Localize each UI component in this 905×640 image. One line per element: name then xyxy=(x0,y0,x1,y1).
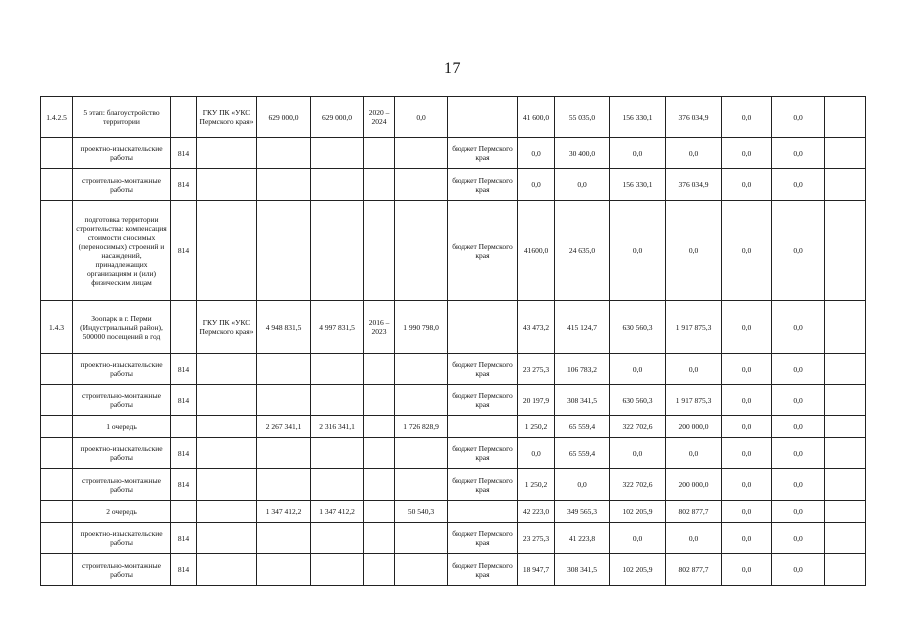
cell-value-2021: 156 330,1 xyxy=(610,97,666,138)
cell-cost-estimate: 1 347 412,2 xyxy=(257,501,311,523)
cell-code xyxy=(41,469,73,501)
cell-name: 5 этап: благоустройство территории xyxy=(73,97,171,138)
cell-cost-estimate xyxy=(257,554,311,586)
cell-name: проектно-изыскательские работы xyxy=(73,138,171,169)
budget-table xyxy=(40,96,866,586)
cell-cost-total xyxy=(311,469,364,501)
cell-years xyxy=(364,438,395,469)
cell-extra xyxy=(825,354,866,385)
cell-funded-before xyxy=(395,523,448,554)
cell-value-2021: 630 560,3 xyxy=(610,385,666,416)
cell-value-2022: 0,0 xyxy=(666,354,722,385)
cell-customer xyxy=(197,138,257,169)
cell-value-2024: 0,0 xyxy=(772,169,825,201)
cell-customer xyxy=(197,416,257,438)
cell-code xyxy=(41,438,73,469)
cell-extra xyxy=(825,501,866,523)
table-row xyxy=(41,201,866,301)
cell-value-2019: 23 275,3 xyxy=(518,354,555,385)
cell-value-2022: 1 917 875,3 xyxy=(666,301,722,354)
cell-funded-before xyxy=(395,138,448,169)
cell-gad: 814 xyxy=(171,354,197,385)
cell-value-2021: 0,0 xyxy=(610,438,666,469)
cell-funded-before: 1 726 828,9 xyxy=(395,416,448,438)
cell-funded-before: 50 540,3 xyxy=(395,501,448,523)
cell-source: бюджет Пермского края xyxy=(448,354,518,385)
cell-gad xyxy=(171,301,197,354)
cell-extra xyxy=(825,138,866,169)
cell-cost-estimate xyxy=(257,138,311,169)
cell-value-2019: 0,0 xyxy=(518,169,555,201)
cell-funded-before xyxy=(395,354,448,385)
cell-value-2020: 30 400,0 xyxy=(555,138,610,169)
table-body xyxy=(41,97,866,586)
cell-gad: 814 xyxy=(171,469,197,501)
cell-value-2020: 106 783,2 xyxy=(555,354,610,385)
cell-value-2022: 802 877,7 xyxy=(666,501,722,523)
cell-value-2021: 0,0 xyxy=(610,138,666,169)
cell-funded-before xyxy=(395,169,448,201)
cell-cost-estimate xyxy=(257,469,311,501)
cell-value-2020: 308 341,5 xyxy=(555,554,610,586)
cell-code xyxy=(41,523,73,554)
cell-gad: 814 xyxy=(171,554,197,586)
cell-value-2020: 0,0 xyxy=(555,169,610,201)
cell-code: 1.4.3 xyxy=(41,301,73,354)
table-row xyxy=(41,138,866,169)
cell-value-2019: 23 275,3 xyxy=(518,523,555,554)
cell-value-2023: 0,0 xyxy=(722,469,772,501)
cell-value-2024: 0,0 xyxy=(772,469,825,501)
cell-value-2024: 0,0 xyxy=(772,554,825,586)
cell-value-2022: 0,0 xyxy=(666,138,722,169)
cell-years xyxy=(364,554,395,586)
cell-value-2020: 41 223,8 xyxy=(555,523,610,554)
cell-gad xyxy=(171,97,197,138)
cell-name: проектно-изыскательские работы xyxy=(73,438,171,469)
cell-value-2020: 349 565,3 xyxy=(555,501,610,523)
cell-funded-before xyxy=(395,469,448,501)
cell-name: проектно-изыскательские работы xyxy=(73,354,171,385)
cell-name: 2 очередь xyxy=(73,501,171,523)
cell-source: бюджет Пермского края xyxy=(448,523,518,554)
cell-cost-total xyxy=(311,201,364,301)
cell-value-2023: 0,0 xyxy=(722,501,772,523)
table-row xyxy=(41,385,866,416)
cell-cost-estimate xyxy=(257,523,311,554)
cell-source: бюджет Пермского края xyxy=(448,169,518,201)
cell-value-2022: 1 917 875,3 xyxy=(666,385,722,416)
cell-cost-estimate xyxy=(257,354,311,385)
table-row xyxy=(41,97,866,138)
cell-value-2024: 0,0 xyxy=(772,97,825,138)
cell-cost-total: 2 316 341,1 xyxy=(311,416,364,438)
cell-value-2021: 0,0 xyxy=(610,201,666,301)
cell-value-2021: 630 560,3 xyxy=(610,301,666,354)
cell-gad: 814 xyxy=(171,138,197,169)
cell-funded-before xyxy=(395,201,448,301)
cell-cost-estimate: 4 948 831,5 xyxy=(257,301,311,354)
cell-value-2023: 0,0 xyxy=(722,354,772,385)
cell-value-2020: 24 635,0 xyxy=(555,201,610,301)
cell-value-2021: 0,0 xyxy=(610,354,666,385)
cell-value-2019: 41600,0 xyxy=(518,201,555,301)
cell-value-2020: 65 559,4 xyxy=(555,438,610,469)
cell-cost-total xyxy=(311,385,364,416)
cell-extra xyxy=(825,97,866,138)
cell-value-2020: 0,0 xyxy=(555,469,610,501)
cell-years: 2020 – 2024 xyxy=(364,97,395,138)
cell-value-2024: 0,0 xyxy=(772,385,825,416)
cell-cost-estimate xyxy=(257,201,311,301)
cell-name: проектно-изыскательские работы xyxy=(73,523,171,554)
cell-value-2021: 102 205,9 xyxy=(610,501,666,523)
cell-years xyxy=(364,416,395,438)
table-row xyxy=(41,354,866,385)
cell-extra xyxy=(825,416,866,438)
cell-value-2019: 1 250,2 xyxy=(518,469,555,501)
table-row xyxy=(41,169,866,201)
cell-cost-total xyxy=(311,138,364,169)
cell-years xyxy=(364,501,395,523)
cell-years xyxy=(364,523,395,554)
cell-value-2023: 0,0 xyxy=(722,554,772,586)
cell-gad: 814 xyxy=(171,523,197,554)
cell-value-2023: 0,0 xyxy=(722,97,772,138)
cell-source: бюджет Пермского края xyxy=(448,201,518,301)
cell-years xyxy=(364,469,395,501)
cell-cost-total xyxy=(311,354,364,385)
cell-value-2020: 308 341,5 xyxy=(555,385,610,416)
cell-value-2023: 0,0 xyxy=(722,385,772,416)
cell-gad: 814 xyxy=(171,385,197,416)
cell-name: 1 очередь xyxy=(73,416,171,438)
cell-value-2020: 65 559,4 xyxy=(555,416,610,438)
cell-value-2024: 0,0 xyxy=(772,201,825,301)
cell-years xyxy=(364,385,395,416)
cell-value-2022: 0,0 xyxy=(666,523,722,554)
cell-gad: 814 xyxy=(171,201,197,301)
cell-code xyxy=(41,554,73,586)
cell-gad xyxy=(171,416,197,438)
cell-name: строительно-монтажные работы xyxy=(73,469,171,501)
cell-years: 2016 – 2023 xyxy=(364,301,395,354)
cell-value-2021: 156 330,1 xyxy=(610,169,666,201)
cell-value-2023: 0,0 xyxy=(722,138,772,169)
cell-value-2023: 0,0 xyxy=(722,438,772,469)
table-row xyxy=(41,554,866,586)
cell-cost-total xyxy=(311,438,364,469)
cell-extra xyxy=(825,169,866,201)
cell-code xyxy=(41,169,73,201)
cell-extra xyxy=(825,201,866,301)
cell-customer xyxy=(197,438,257,469)
table-row xyxy=(41,523,866,554)
cell-source: бюджет Пермского края xyxy=(448,469,518,501)
cell-funded-before xyxy=(395,554,448,586)
cell-cost-estimate: 629 000,0 xyxy=(257,97,311,138)
cell-value-2023: 0,0 xyxy=(722,416,772,438)
cell-cost-total xyxy=(311,169,364,201)
cell-value-2023: 0,0 xyxy=(722,169,772,201)
cell-source xyxy=(448,501,518,523)
cell-cost-total: 629 000,0 xyxy=(311,97,364,138)
cell-extra xyxy=(825,469,866,501)
cell-value-2019: 42 223,0 xyxy=(518,501,555,523)
cell-cost-total: 4 997 831,5 xyxy=(311,301,364,354)
cell-value-2019: 20 197,9 xyxy=(518,385,555,416)
cell-value-2019: 0,0 xyxy=(518,438,555,469)
cell-value-2024: 0,0 xyxy=(772,523,825,554)
cell-value-2022: 200 000,0 xyxy=(666,469,722,501)
cell-years xyxy=(364,138,395,169)
cell-source: бюджет Пермского края xyxy=(448,554,518,586)
cell-code xyxy=(41,416,73,438)
cell-code xyxy=(41,501,73,523)
cell-cost-estimate xyxy=(257,385,311,416)
cell-customer: ГКУ ПК «УКС Пермского края» xyxy=(197,301,257,354)
cell-value-2022: 376 034,9 xyxy=(666,97,722,138)
cell-cost-estimate: 2 267 341,1 xyxy=(257,416,311,438)
cell-gad: 814 xyxy=(171,438,197,469)
cell-code: 1.4.2.5 xyxy=(41,97,73,138)
cell-value-2023: 0,0 xyxy=(722,523,772,554)
cell-extra xyxy=(825,554,866,586)
cell-years xyxy=(364,169,395,201)
cell-customer xyxy=(197,169,257,201)
cell-value-2024: 0,0 xyxy=(772,416,825,438)
cell-years xyxy=(364,201,395,301)
cell-value-2022: 376 034,9 xyxy=(666,169,722,201)
cell-value-2021: 102 205,9 xyxy=(610,554,666,586)
cell-value-2019: 43 473,2 xyxy=(518,301,555,354)
cell-source: бюджет Пермского края xyxy=(448,438,518,469)
cell-gad xyxy=(171,501,197,523)
cell-value-2021: 322 702,6 xyxy=(610,416,666,438)
cell-value-2020: 55 035,0 xyxy=(555,97,610,138)
cell-name: подготовка территории строительства: компенсация стоимости сносимых (переносимых) строений и насаждений, принадлежащих организациям и (или) физическим лицам xyxy=(73,201,171,301)
cell-value-2020: 415 124,7 xyxy=(555,301,610,354)
cell-cost-estimate xyxy=(257,169,311,201)
table-row xyxy=(41,301,866,354)
cell-extra xyxy=(825,301,866,354)
cell-value-2022: 802 877,7 xyxy=(666,554,722,586)
cell-source: бюджет Пермского края xyxy=(448,138,518,169)
cell-cost-total xyxy=(311,523,364,554)
cell-customer: ГКУ ПК «УКС Пермского края» xyxy=(197,97,257,138)
cell-customer xyxy=(197,385,257,416)
cell-value-2022: 0,0 xyxy=(666,438,722,469)
cell-value-2021: 322 702,6 xyxy=(610,469,666,501)
page-number: 17 xyxy=(444,60,461,77)
cell-funded-before: 1 990 798,0 xyxy=(395,301,448,354)
cell-years xyxy=(364,354,395,385)
cell-source xyxy=(448,416,518,438)
cell-value-2024: 0,0 xyxy=(772,501,825,523)
cell-gad: 814 xyxy=(171,169,197,201)
cell-customer xyxy=(197,554,257,586)
cell-source xyxy=(448,97,518,138)
cell-customer xyxy=(197,523,257,554)
cell-customer xyxy=(197,201,257,301)
cell-value-2019: 41 600,0 xyxy=(518,97,555,138)
cell-value-2019: 1 250,2 xyxy=(518,416,555,438)
cell-name: строительно-монтажные работы xyxy=(73,385,171,416)
cell-extra xyxy=(825,385,866,416)
cell-value-2023: 0,0 xyxy=(722,201,772,301)
cell-funded-before xyxy=(395,438,448,469)
cell-value-2024: 0,0 xyxy=(772,138,825,169)
cell-value-2022: 0,0 xyxy=(666,201,722,301)
cell-source xyxy=(448,301,518,354)
cell-cost-estimate xyxy=(257,438,311,469)
cell-value-2019: 0,0 xyxy=(518,138,555,169)
cell-customer xyxy=(197,501,257,523)
cell-code xyxy=(41,138,73,169)
cell-value-2019: 18 947,7 xyxy=(518,554,555,586)
cell-value-2022: 200 000,0 xyxy=(666,416,722,438)
cell-value-2024: 0,0 xyxy=(772,438,825,469)
cell-name: строительно-монтажные работы xyxy=(73,554,171,586)
table-row xyxy=(41,416,866,438)
cell-funded-before: 0,0 xyxy=(395,97,448,138)
cell-extra xyxy=(825,438,866,469)
table-row xyxy=(41,469,866,501)
cell-name: строительно-монтажные работы xyxy=(73,169,171,201)
cell-funded-before xyxy=(395,385,448,416)
cell-value-2024: 0,0 xyxy=(772,354,825,385)
cell-name: Зоопарк в г. Перми (Индустриальный район), 500000 посещений в год xyxy=(73,301,171,354)
cell-source: бюджет Пермского края xyxy=(448,385,518,416)
table-row xyxy=(41,438,866,469)
cell-code xyxy=(41,201,73,301)
cell-value-2024: 0,0 xyxy=(772,301,825,354)
cell-value-2021: 0,0 xyxy=(610,523,666,554)
cell-extra xyxy=(825,523,866,554)
cell-cost-total: 1 347 412,2 xyxy=(311,501,364,523)
cell-code xyxy=(41,385,73,416)
cell-customer xyxy=(197,354,257,385)
cell-code xyxy=(41,354,73,385)
cell-value-2023: 0,0 xyxy=(722,301,772,354)
cell-customer xyxy=(197,469,257,501)
cell-cost-total xyxy=(311,554,364,586)
table-row xyxy=(41,501,866,523)
